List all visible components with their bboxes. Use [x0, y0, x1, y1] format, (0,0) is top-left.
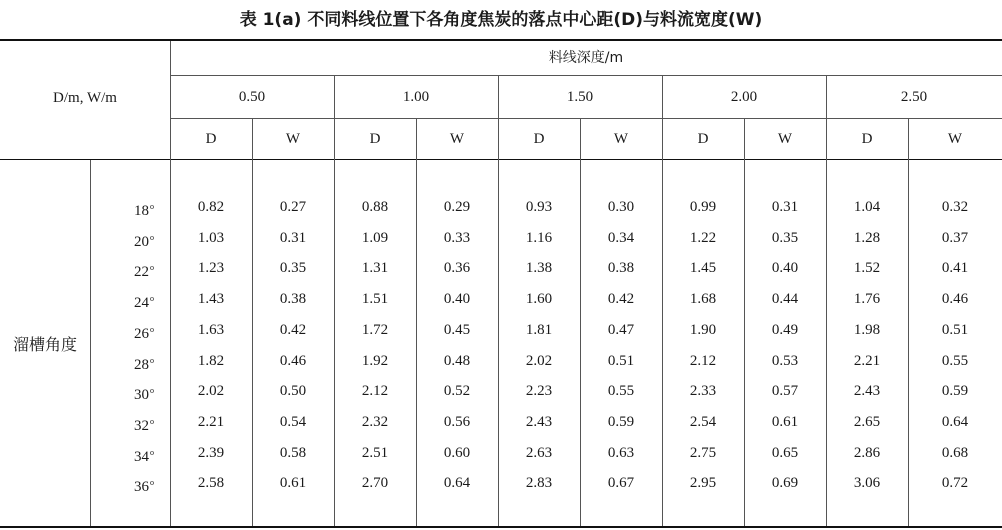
value-cell: 0.64 [941, 413, 969, 430]
value-cell: 0.69 [771, 475, 799, 492]
angle-value: 32 [134, 417, 149, 434]
value-cell: 0.99 [689, 199, 717, 215]
value-cell: 2.86 [853, 444, 881, 461]
angle-value: 26 [134, 325, 149, 342]
value-cell: 0.61 [771, 413, 799, 430]
value-cell: 0.65 [771, 444, 799, 461]
value-cell: 2.43 [853, 383, 881, 400]
sub-header-d: D [861, 131, 873, 147]
sub-header-w: W [613, 131, 629, 147]
value-cell: 2.02 [525, 352, 553, 369]
value-cell: 1.60 [525, 291, 553, 308]
value-cell: 1.23 [197, 260, 225, 277]
value-cell: 3.06 [853, 475, 881, 492]
value-cell: 2.43 [525, 413, 553, 430]
sub-header-w: W [777, 131, 793, 147]
value-cell: 0.61 [279, 475, 307, 492]
value-cell: 0.67 [607, 475, 635, 492]
sub-header-d: D [369, 131, 381, 147]
value-cell: 2.63 [525, 444, 553, 461]
angle-value: 30 [134, 387, 149, 404]
table-row [0, 223, 1002, 253]
value-cell: 0.35 [279, 260, 307, 277]
value-cell: 1.03 [197, 229, 225, 246]
value-cell: 1.31 [361, 260, 389, 277]
angle-value: 18 [134, 203, 149, 219]
sub-header-d: D [205, 131, 217, 147]
angle-value: 34 [134, 448, 149, 465]
value-cell: 0.58 [279, 444, 307, 461]
degree-mark: o [150, 232, 154, 242]
value-cell: 1.82 [197, 352, 225, 369]
value-cell: 1.38 [525, 260, 553, 277]
value-cell: 0.40 [771, 260, 799, 277]
value-cell: 0.31 [279, 229, 307, 246]
value-cell: 2.58 [197, 475, 225, 492]
row-group-label: 溜槽角度 [12, 335, 77, 354]
value-cell: 2.21 [197, 413, 225, 430]
value-cell: 0.50 [279, 383, 307, 400]
value-cell: 0.55 [941, 352, 969, 369]
table-row [0, 253, 1002, 283]
value-cell: 2.39 [197, 444, 225, 461]
table-row [0, 407, 1002, 437]
value-cell: 1.72 [361, 321, 389, 338]
value-cell: 0.72 [941, 475, 969, 492]
angle-cell [90, 223, 154, 253]
data-rows [0, 160, 1002, 526]
value-cell: 2.51 [361, 444, 389, 461]
value-cell: 0.59 [607, 413, 635, 430]
value-cell: 0.49 [771, 321, 799, 338]
degree-mark: o [150, 355, 154, 365]
value-cell: 1.43 [197, 291, 225, 308]
table-row [0, 192, 1002, 222]
value-cell: 0.88 [361, 199, 389, 215]
value-cell: 1.68 [689, 291, 717, 308]
value-cell: 0.53 [771, 352, 799, 369]
table-row [0, 376, 1002, 406]
depth-label: 料线深度/m [548, 50, 624, 66]
angle-value: 22 [134, 264, 149, 281]
table-row [0, 438, 1002, 468]
angle-value: 36 [134, 479, 149, 496]
value-cell: 2.12 [689, 352, 717, 369]
value-cell: 1.16 [525, 229, 553, 246]
value-cell: 0.36 [443, 260, 471, 277]
value-cell: 0.31 [771, 199, 799, 215]
value-cell: 1.09 [361, 229, 389, 246]
value-cell: 0.34 [607, 229, 635, 246]
value-cell: 1.92 [361, 352, 389, 369]
depth-header: 1.00 [402, 89, 430, 105]
value-cell: 0.59 [941, 383, 969, 400]
value-cell: 0.32 [941, 199, 969, 215]
value-cell: 0.55 [607, 383, 635, 400]
value-cell: 0.38 [279, 291, 307, 308]
value-cell: 2.21 [853, 352, 881, 369]
degree-mark: o [150, 416, 154, 426]
depth-header: 2.50 [900, 89, 928, 105]
value-cell: 1.28 [853, 229, 881, 246]
value-cell: 0.38 [607, 260, 635, 277]
degree-mark: o [150, 386, 154, 396]
depth-header: 1.50 [566, 89, 594, 105]
angle-value: 20 [134, 233, 149, 250]
table-row [0, 315, 1002, 345]
value-cell: 0.47 [607, 321, 635, 338]
table-row [0, 284, 1002, 314]
value-cell: 1.81 [525, 321, 553, 338]
degree-mark: o [150, 324, 154, 334]
value-cell: 0.42 [607, 291, 635, 308]
value-cell: 0.52 [443, 383, 471, 400]
value-cell: 2.32 [361, 413, 389, 430]
value-cell: 0.60 [443, 444, 471, 461]
angle-value: 24 [134, 295, 149, 312]
sub-header-d: D [697, 131, 709, 147]
value-cell: 0.48 [443, 352, 471, 369]
value-cell: 1.45 [689, 260, 717, 277]
value-cell: 0.35 [771, 229, 799, 246]
value-cell: 0.82 [197, 199, 225, 215]
value-cell: 1.22 [689, 229, 717, 246]
value-cell: 1.76 [853, 291, 881, 308]
value-cell: 2.33 [689, 383, 717, 400]
depth-header: 0.50 [238, 89, 266, 105]
value-cell: 0.63 [607, 444, 635, 461]
value-cell: 0.41 [941, 260, 969, 277]
value-cell: 2.54 [689, 413, 717, 430]
sub-header-w: W [947, 131, 963, 147]
angle-cell [90, 407, 154, 437]
table-row [0, 468, 1002, 498]
value-cell: 0.57 [771, 383, 799, 400]
bottom-rule [0, 526, 1002, 528]
value-cell: 0.37 [941, 229, 969, 246]
angle-cell [90, 468, 154, 498]
angle-value: 28 [134, 356, 149, 373]
angle-cell [90, 376, 154, 406]
value-cell: 2.65 [853, 413, 881, 430]
value-cell: 0.40 [443, 291, 471, 308]
value-cell: 0.30 [607, 199, 635, 215]
value-cell: 0.44 [771, 291, 799, 308]
degree-mark: o [150, 294, 154, 304]
value-cell: 0.51 [941, 321, 969, 338]
value-cell: 2.75 [689, 444, 717, 461]
table-row [0, 346, 1002, 376]
angle-cell [90, 438, 154, 468]
angle-cell [90, 284, 154, 314]
sub-header-w: W [285, 131, 301, 147]
value-cell: 2.23 [525, 383, 553, 400]
sub-header-d: D [533, 131, 545, 147]
degree-mark: o [150, 447, 154, 457]
value-cell: 0.93 [525, 199, 553, 215]
angle-cell [90, 192, 154, 222]
value-cell: 0.45 [443, 321, 471, 338]
value-cell: 0.46 [279, 352, 307, 369]
value-cell: 1.51 [361, 291, 389, 308]
angle-cell [90, 253, 154, 283]
value-cell: 0.51 [607, 352, 635, 369]
value-cell: 0.68 [941, 444, 969, 461]
value-cell: 2.95 [689, 475, 717, 492]
degree-mark: o [150, 478, 154, 488]
value-cell: 1.52 [853, 260, 881, 277]
value-cell: 0.27 [279, 199, 307, 215]
value-cell: 2.70 [361, 475, 389, 492]
value-cell: 1.98 [853, 321, 881, 338]
value-cell: 0.54 [279, 413, 307, 430]
depth-header: 2.00 [730, 89, 758, 105]
value-cell: 0.56 [443, 413, 471, 430]
value-cell: 2.12 [361, 383, 389, 400]
degree-mark: o [150, 263, 154, 273]
value-cell: 0.33 [443, 229, 471, 246]
corner-label: D/m, W/m [53, 90, 117, 106]
value-cell: 2.02 [197, 383, 225, 400]
value-cell: 0.64 [443, 475, 471, 492]
value-cell: 1.90 [689, 321, 717, 338]
sub-header-w: W [449, 131, 465, 147]
degree-mark: o [150, 202, 154, 211]
value-cell: 1.63 [197, 321, 225, 338]
angle-cell [90, 346, 154, 376]
table-title: 表 1(a) 不同料线位置下各角度焦炭的落点中心距(D)与料流宽度(W) [239, 10, 763, 30]
value-cell: 0.46 [941, 291, 969, 308]
value-cell: 2.83 [525, 475, 553, 492]
value-cell: 0.29 [443, 199, 471, 215]
value-cell: 0.42 [279, 321, 307, 338]
angle-cell [90, 315, 154, 345]
value-cell: 1.04 [853, 199, 881, 215]
